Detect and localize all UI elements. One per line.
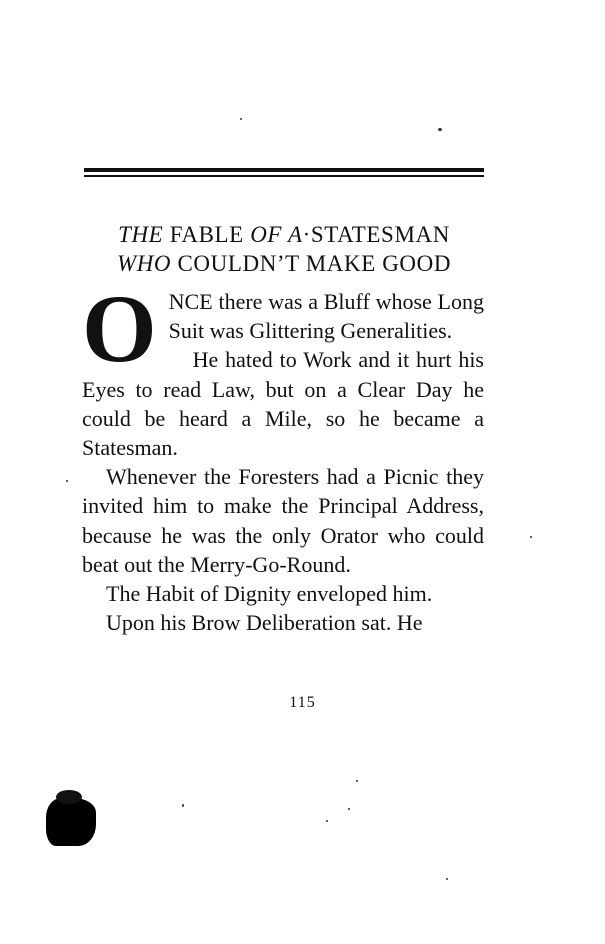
title-word-the: THE (118, 222, 164, 247)
paragraph-3: The Habit of Dignity enveloped him. (106, 581, 433, 607)
header-rule-thin (84, 175, 484, 177)
header-rule-thick (84, 168, 484, 172)
title-line-2 (84, 249, 484, 278)
fable-title (84, 220, 484, 278)
opening-text: NCE there was a Bluff whose Long Suit was Glittering Generalities. (168, 289, 484, 344)
paragraph-2: Whenever the Foresters had a Picnic they invited him to make the Principal Address, because he was the only Orator who could beat out the Merry-Go-Round. (82, 464, 484, 577)
ink-blot (46, 798, 96, 846)
fable-body (82, 275, 484, 637)
title-word-who: WHO (116, 251, 172, 276)
title-word-couldnt-make-good: COULDN’T MAKE GOOD (171, 251, 452, 276)
title-word-fable: FABLE (163, 222, 251, 247)
title-word-of-a: OF A (250, 222, 303, 247)
title-word-statesman: ·STATESMAN (302, 222, 450, 247)
title-line-1 (84, 220, 484, 249)
opening-paragraph (82, 275, 484, 382)
paragraph-4: Upon his Brow Deliberation sat. He (106, 610, 423, 636)
paragraph-1: He hated to Work and it hurt his Eyes to read Law, but on a Clear Day he could be heard a Mile, so he became a Statesman. (82, 347, 484, 461)
page-number: 115 (289, 694, 316, 711)
drop-cap: O (82, 275, 157, 382)
